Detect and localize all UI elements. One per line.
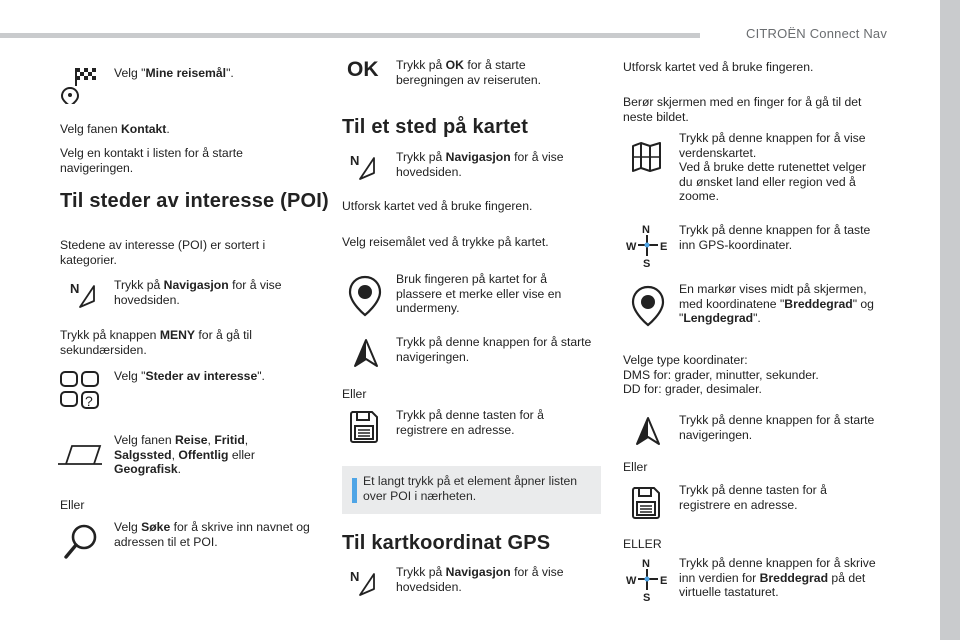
- text-registrere-1: [396, 408, 544, 437]
- map-pin-icon: [347, 274, 383, 318]
- text-line: Berør skjermen med en finger for å gå til det: [623, 95, 862, 109]
- text-segment: Trykk på: [396, 150, 446, 164]
- text-segment: Velg ": [114, 369, 146, 383]
- text-kontakt: [60, 122, 170, 137]
- text-segment: med koordinatene ": [679, 296, 785, 311]
- text-soke: [114, 520, 310, 549]
- text-segment: Trykk på: [114, 278, 164, 292]
- compass-icon: [624, 556, 670, 602]
- text-ok: [396, 58, 541, 87]
- text-bold: Kontakt: [121, 122, 167, 136]
- text-bold: Søke: [141, 520, 171, 534]
- text-segment: Trykk på: [396, 565, 446, 579]
- text-line: Trykk på denne knappen for å starte: [396, 335, 592, 349]
- text-steder: [114, 369, 265, 384]
- nav-letter: N: [70, 281, 80, 296]
- text-segment: ".: [753, 311, 761, 326]
- text-eller-3: Eller: [623, 460, 648, 474]
- text-line: Trykk på denne knappen for å skrive: [679, 556, 876, 570]
- text-bold: Mine reisemål: [145, 66, 227, 80]
- text-line: Velge type koordinater:: [623, 353, 748, 367]
- text-bold: Navigasjon: [445, 150, 511, 164]
- text-line: Bruk fingeren på kartet for å: [396, 272, 548, 286]
- text-bold: Geografisk: [114, 462, 178, 477]
- map-pin-icon: [630, 284, 666, 328]
- text-segment: Velg: [114, 520, 142, 534]
- text-line: kategorier.: [60, 252, 117, 267]
- text-segment: for å skrive inn navnet og: [170, 520, 310, 534]
- compass-s: S: [643, 258, 651, 268]
- text-segment: på det: [828, 570, 866, 585]
- text-line: du ønsket land eller region ved å: [679, 174, 856, 189]
- text-bold: Lengdegrad: [683, 311, 754, 326]
- text-line: verdenskartet.: [679, 145, 757, 160]
- navigation-icon: [350, 568, 380, 598]
- text-line: Trykk på denne knappen for å starte: [679, 413, 875, 427]
- text-line: over POI i nærheten.: [363, 488, 477, 503]
- text-line: Trykk på denne tasten for å: [679, 483, 827, 497]
- info-icon: [352, 478, 357, 503]
- search-icon: [62, 522, 102, 562]
- text-bold: Breddegrad: [759, 570, 829, 585]
- text-breddegrad: [679, 556, 876, 600]
- text-line: beregningen av reiseruten.: [396, 72, 541, 87]
- go-arrow-icon: [634, 416, 662, 446]
- text-segment: Trykk på knappen: [60, 328, 160, 342]
- text-line: Et langt trykk på et element åpner listen: [363, 474, 578, 488]
- text-line: navigeringen.: [396, 349, 470, 364]
- text-gps-koordinater: [679, 223, 870, 252]
- text-segment: Velg fanen: [114, 433, 175, 447]
- text-segment: for å vise: [228, 278, 282, 292]
- compass-n: N: [642, 224, 650, 236]
- text-segment: eller: [228, 447, 255, 462]
- text-line: registrere en adresse.: [396, 422, 515, 437]
- text-line: sekundærsiden.: [60, 342, 147, 357]
- text-markor: [679, 282, 874, 326]
- compass-n: N: [642, 558, 650, 570]
- compass-w: W: [626, 575, 637, 587]
- text-navigasjon-3: [396, 565, 564, 594]
- save-icon: [348, 410, 380, 444]
- text-line: Velg en kontakt i listen for å starte: [60, 146, 243, 160]
- text-line: Stedene av interesse (POI) er sortert i: [60, 238, 266, 252]
- text-line: Ved å bruke dette rutenettet velger: [679, 160, 867, 175]
- text-line: virtuelle tastaturet.: [679, 585, 779, 600]
- text-eller-2: Eller: [342, 387, 367, 401]
- text-line: Trykk på denne knappen for å taste: [679, 223, 871, 237]
- compass-icon: [624, 222, 670, 268]
- text-segment: for å starte: [463, 58, 526, 72]
- text-bold: Navigasjon: [163, 278, 229, 292]
- text-verdenskart: [679, 131, 866, 204]
- text-segment: ".: [226, 66, 234, 80]
- text-line: Trykk på denne knappen for å vise: [679, 131, 866, 145]
- text-segment: for å vise: [510, 565, 564, 579]
- text-line: navigeringen.: [679, 427, 753, 442]
- tabs-icon: [56, 442, 104, 468]
- text-eller-1: Eller: [60, 498, 85, 512]
- text-line: undermeny.: [396, 301, 460, 316]
- header-bar: [0, 33, 700, 38]
- text-line: zoome.: [679, 189, 719, 204]
- text-line: registrere en adresse.: [679, 497, 798, 512]
- header-title: CITROËN Connect Nav: [746, 26, 888, 41]
- text-bold: Offentlig: [178, 447, 229, 462]
- text-start-nav-1: [396, 335, 591, 364]
- text-line: neste bildet.: [623, 109, 689, 124]
- text-segment: ,: [171, 447, 179, 462]
- text-bruk-fingeren: [396, 272, 561, 316]
- text-segment: .: [177, 462, 182, 477]
- text-segment: ,: [244, 433, 249, 447]
- text-segment: for å gå til: [195, 328, 252, 342]
- text-utforsk-1: Utforsk kartet ved å bruke fingeren.: [342, 199, 533, 213]
- text-velg-kontakt: [60, 146, 243, 175]
- text-segment: ".: [257, 369, 265, 383]
- page-number: 13: [916, 609, 932, 625]
- text-line: hovedsiden.: [396, 579, 462, 594]
- text-segment: inn verdien for: [679, 570, 760, 585]
- text-reise-tabs: [114, 433, 255, 477]
- text-eller-4: ELLER: [623, 537, 662, 551]
- flag-pin-icon: [58, 62, 100, 104]
- world-map-icon: [630, 140, 664, 174]
- navigation-icon: [350, 152, 380, 182]
- text-segment: .: [166, 122, 170, 136]
- text-line: inn GPS-koordinater.: [679, 237, 793, 252]
- text-segment: Velg fanen: [60, 122, 121, 136]
- text-segment: Trykk på: [396, 58, 446, 72]
- text-registrere-2: [679, 483, 827, 512]
- text-poi-sortert: [60, 238, 265, 267]
- go-arrow-icon: [352, 338, 380, 368]
- compass-s: S: [643, 592, 651, 602]
- heading-poi: Til steder av interesse (POI): [60, 190, 329, 212]
- text-line: En markør vises midt på skjermen,: [679, 282, 867, 296]
- info-box: [342, 466, 601, 514]
- save-icon: [630, 486, 662, 520]
- heading-gps: Til kartkoordinat GPS: [342, 532, 551, 554]
- text-line: DMS for: grader, minutter, sekunder.: [623, 367, 819, 382]
- text-bold: Salgssted: [114, 447, 172, 462]
- text-line: Trykk på denne tasten for å: [396, 408, 544, 422]
- text-koordinat-type: [623, 353, 819, 397]
- text-berør: [623, 95, 861, 124]
- nav-letter: N: [350, 569, 360, 584]
- text-segment: Velg ": [114, 66, 146, 80]
- ok-icon: OK: [347, 58, 379, 81]
- compass-e: E: [660, 241, 668, 253]
- text-line: DD for: grader, desimaler.: [623, 382, 762, 397]
- text-navigasjon-2: [396, 150, 564, 179]
- heading-kartet: Til et sted på kartet: [342, 116, 529, 138]
- text-bold: Navigasjon: [445, 565, 511, 579]
- info-text: [363, 474, 577, 503]
- text-segment: " og: [852, 296, 874, 311]
- compass-w: W: [626, 241, 637, 253]
- navigation-icon: [70, 280, 100, 310]
- text-start-nav-2: [679, 413, 874, 442]
- text-bold: Steder av interesse: [145, 369, 258, 383]
- text-line: adressen til et POI.: [114, 534, 218, 549]
- text-bold: Breddegrad: [784, 296, 853, 311]
- text-line: hovedsiden.: [396, 164, 462, 179]
- text-segment: ,: [207, 433, 215, 447]
- poi-grid-icon: [58, 368, 102, 412]
- text-velg-reisemal: Velg reisemålet ved å trykke på kartet.: [342, 235, 549, 249]
- page-dot: .: [916, 590, 920, 606]
- svg-text:?: ?: [85, 393, 93, 409]
- text-segment: ": [679, 311, 684, 326]
- text-meny: [60, 328, 252, 357]
- text-line: plassere et merke eller vise en: [396, 286, 562, 301]
- text-line: hovedsiden.: [114, 292, 180, 307]
- nav-letter: N: [350, 153, 360, 168]
- text-utforsk-2: Utforsk kartet ved å bruke fingeren.: [623, 60, 814, 74]
- text-line: navigeringen.: [60, 160, 134, 175]
- text-bold: Reise: [175, 433, 208, 447]
- side-tab: [940, 0, 960, 640]
- text-segment: for å vise: [510, 150, 564, 164]
- text-bold: MENY: [159, 328, 196, 342]
- text-bold: Fritid: [214, 433, 245, 447]
- compass-e: E: [660, 575, 668, 587]
- text-mine-reisemal: [114, 66, 234, 81]
- text-navigasjon-1: [114, 278, 282, 307]
- text-bold: OK: [445, 58, 464, 72]
